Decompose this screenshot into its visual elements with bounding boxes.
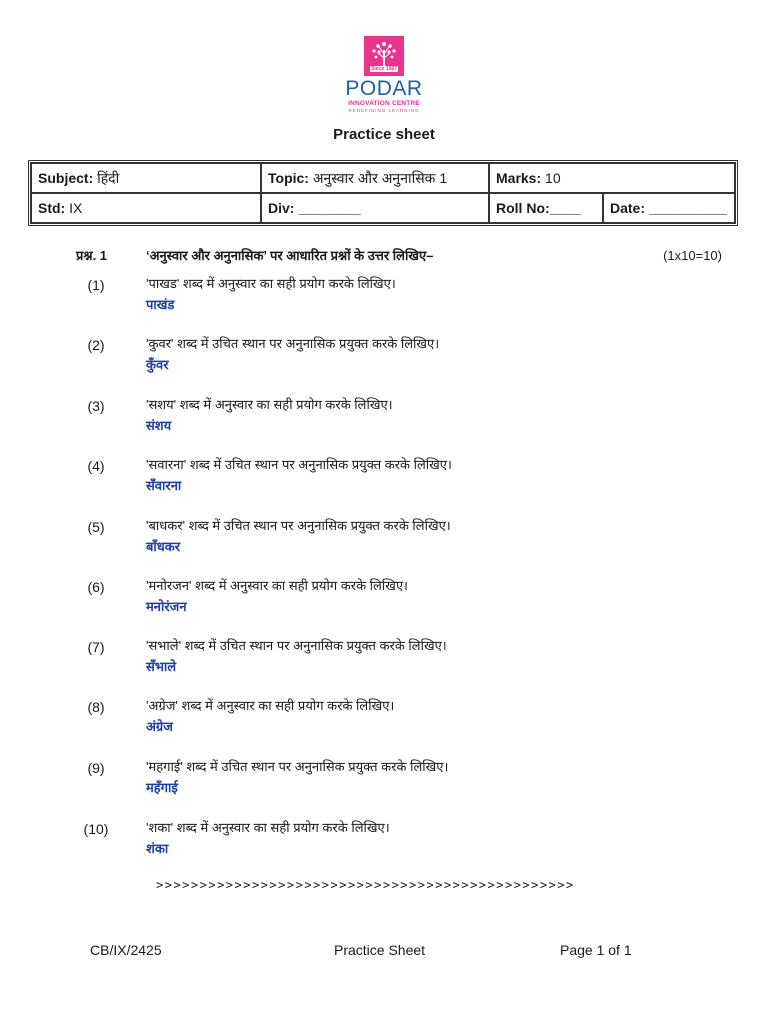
std-value: IX bbox=[69, 200, 83, 216]
list-item bbox=[0, 333, 768, 377]
list-item bbox=[0, 817, 768, 861]
footer-title: Practice Sheet bbox=[334, 942, 426, 958]
list-item bbox=[0, 695, 768, 739]
item-answer: सँभाले bbox=[146, 659, 177, 674]
item-question: 'अग्रेज' शब्द में अनुस्वार का सही प्रयोग करके लिखिए। bbox=[146, 698, 395, 713]
item-question: 'शका' शब्द में अनुस्वार का सही प्रयोग करके लिखिए। bbox=[146, 820, 390, 835]
roll-cell bbox=[489, 193, 603, 223]
marks-cell bbox=[489, 163, 735, 193]
date-cell bbox=[603, 193, 735, 223]
div-cell bbox=[261, 193, 489, 223]
footer-page-number: Page 1 of 1 bbox=[560, 942, 632, 958]
item-number: (1) bbox=[87, 277, 105, 293]
podar-logo bbox=[332, 36, 436, 122]
item-answer: महँगाई bbox=[146, 780, 178, 795]
tree-logo-icon bbox=[364, 36, 404, 76]
item-question: 'महगाई' शब्द में उचित स्थान पर अनुनासिक प्रयुक्त करके लिखिए। bbox=[146, 759, 449, 774]
brand-name: PODAR bbox=[345, 77, 423, 100]
brand-tagline: REDEFINING LEARNING bbox=[348, 108, 420, 113]
item-answer: पाखंड bbox=[146, 297, 175, 312]
div-label: Div: ________ bbox=[268, 200, 361, 216]
list-item bbox=[0, 394, 768, 438]
header-table bbox=[28, 160, 738, 226]
item-number: (6) bbox=[87, 579, 105, 595]
list-item bbox=[0, 454, 768, 498]
list-item bbox=[0, 635, 768, 679]
topic-value: अनुस्वार और अनुनासिक 1 bbox=[312, 169, 448, 186]
roll-label: Roll No:____ bbox=[496, 200, 581, 216]
subject-value: हिंदी bbox=[97, 169, 120, 186]
item-answer: बाँधकर bbox=[146, 539, 181, 554]
item-number: (8) bbox=[87, 699, 105, 715]
list-item bbox=[0, 575, 768, 619]
item-answer: सँवारना bbox=[146, 478, 182, 493]
footer-code: CB/IX/2425 bbox=[90, 942, 162, 958]
list-item bbox=[0, 515, 768, 559]
page-title: Practice sheet bbox=[333, 126, 435, 143]
item-answer: संशय bbox=[146, 418, 172, 433]
section-separator: >>>>>>>>>>>>>>>>>>>>>>>>>>>>>>>>>>>>>>>>>>>>>>>> bbox=[156, 878, 575, 892]
marks-breakdown: (1x10=10) bbox=[663, 248, 722, 263]
item-answer: मनोरंजन bbox=[146, 599, 187, 614]
item-question: 'कुवर' शब्द में उचित स्थान पर अनुनासिक प्रयुक्त करके लिखिए। bbox=[146, 336, 440, 351]
subject-cell bbox=[31, 163, 261, 193]
item-answer: शंका bbox=[146, 841, 169, 856]
subject-label: Subject: bbox=[38, 169, 94, 186]
std-cell bbox=[31, 193, 261, 223]
date-label: Date: __________ bbox=[610, 200, 727, 216]
item-question: 'मनोरजन' शब्द में अनुस्वार का सही प्रयोग करके लिखिए। bbox=[146, 578, 408, 593]
item-number: (2) bbox=[87, 337, 105, 353]
item-number: (4) bbox=[87, 458, 105, 474]
marks-label: Marks: bbox=[496, 170, 542, 186]
item-number: (10) bbox=[83, 821, 109, 837]
std-label: Std: bbox=[38, 200, 66, 216]
item-number: (3) bbox=[87, 398, 105, 414]
since-label: Since 1927 bbox=[371, 66, 397, 72]
brand-subtitle: INNOVATION CENTRE bbox=[348, 100, 420, 107]
list-item bbox=[0, 273, 768, 317]
list-item bbox=[0, 756, 768, 800]
item-question: 'सवारना' शब्द में उचित स्थान पर अनुनासिक प्रयुक्त करके लिखिए। bbox=[146, 457, 452, 472]
item-answer: अंग्रेज bbox=[146, 719, 173, 734]
item-number: (5) bbox=[87, 519, 105, 535]
marks-value: 10 bbox=[545, 170, 561, 186]
topic-cell bbox=[261, 163, 489, 193]
topic-label: Topic: bbox=[268, 169, 309, 186]
item-question: 'सभाले' शब्द में उचित स्थान पर अनुनासिक प्रयुक्त करके लिखिए। bbox=[146, 638, 447, 653]
item-question: 'सशय' शब्द में अनुस्वार का सही प्रयोग करके लिखिए। bbox=[146, 397, 393, 412]
item-number: (9) bbox=[87, 760, 105, 776]
question-number: प्रश्न. 1 bbox=[76, 248, 108, 263]
item-number: (7) bbox=[87, 639, 105, 655]
item-question: 'बाधकर' शब्द में उचित स्थान पर अनुनासिक प्रयुक्त करके लिखिए। bbox=[146, 518, 451, 533]
question-instruction: ‘अनुस्वार और अनुनासिक’ पर आधारित प्रश्नों के उत्तर लिखिए– bbox=[146, 248, 434, 263]
item-question: 'पाखड' शब्द में अनुस्वार का सही प्रयोग करके लिखिए। bbox=[146, 276, 396, 291]
item-answer: कुँवर bbox=[146, 357, 169, 372]
